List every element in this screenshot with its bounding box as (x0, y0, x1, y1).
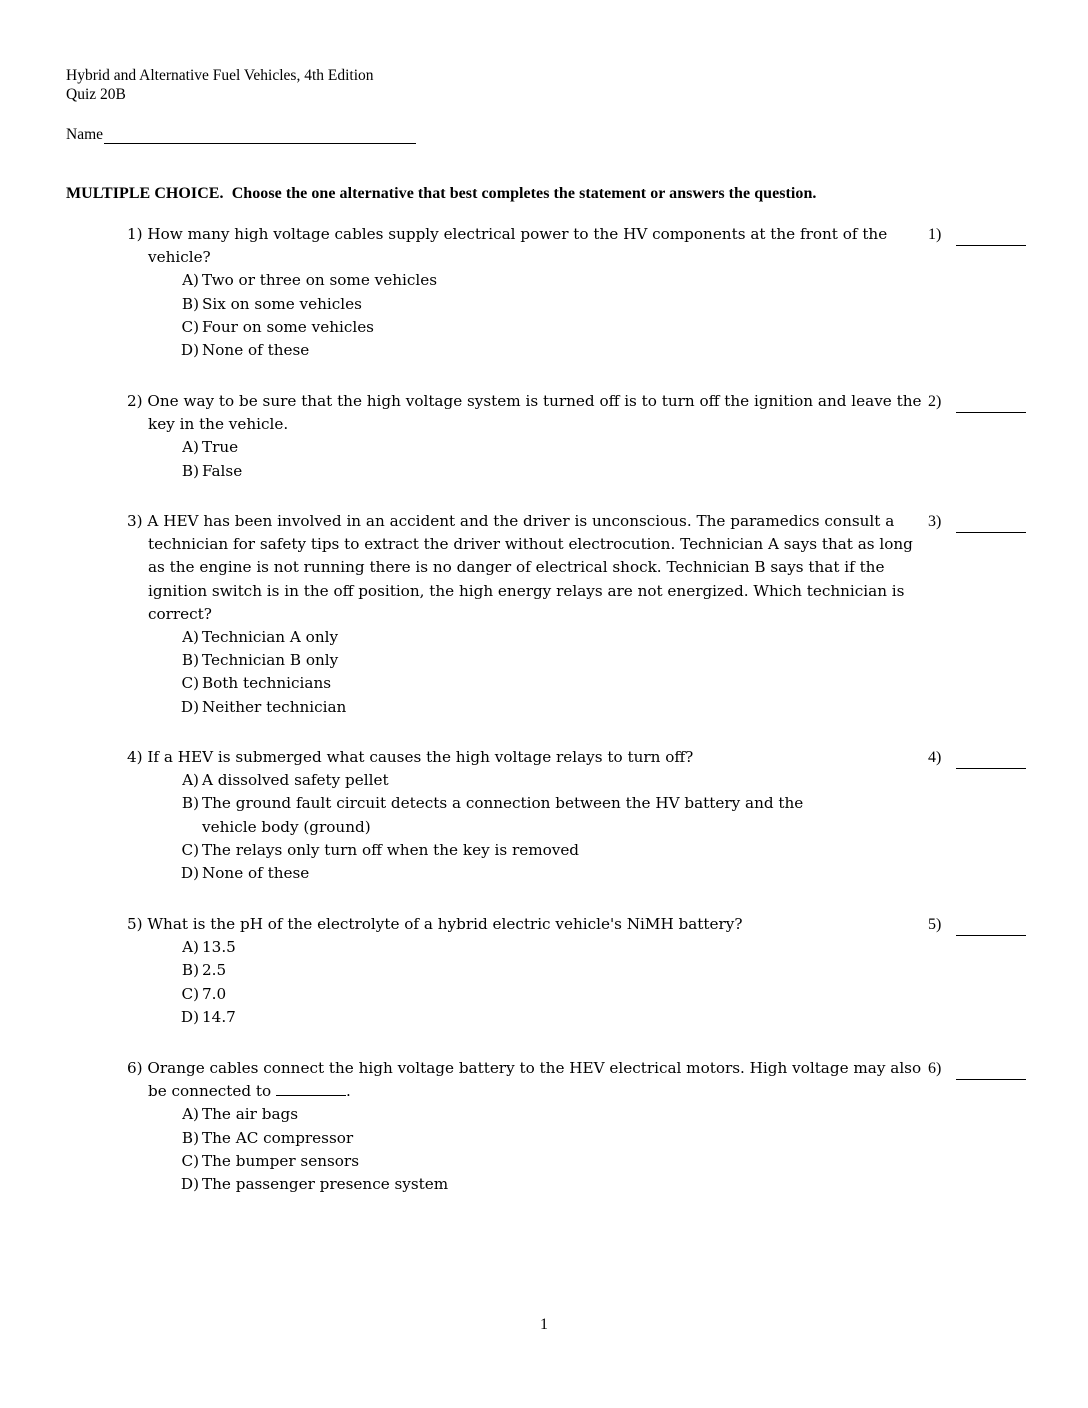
option-b[interactable] (127, 1127, 1087, 1150)
option-text: The bumper sensors (202, 1151, 359, 1170)
option-b[interactable] (127, 460, 1087, 483)
question-6 (127, 1057, 1087, 1196)
option-a[interactable] (127, 936, 1087, 959)
option-d[interactable] (127, 696, 1087, 719)
answer-number: 2) (928, 393, 942, 410)
option-letter: C) (181, 1151, 199, 1170)
question-1 (127, 223, 1087, 362)
option-letter: C) (181, 840, 199, 859)
option-letter: A) (182, 271, 199, 290)
answer-blank[interactable] (956, 754, 1026, 769)
answer-slot (928, 390, 1026, 413)
option-a[interactable] (127, 1103, 1087, 1126)
option-letter: A) (182, 438, 199, 457)
option-text: A dissolved safety pellet (202, 771, 389, 790)
option-letter: D) (180, 697, 199, 716)
option-letter: B) (181, 461, 199, 480)
answer-blank[interactable] (956, 398, 1026, 413)
option-text: 13.5 (202, 938, 236, 957)
option-text: Four on some vehicles (202, 317, 374, 336)
answer-slot (928, 1057, 1026, 1080)
option-text: True (202, 438, 239, 457)
answer-number: 1) (928, 226, 942, 243)
question-stem: Orange cables connect the high voltage battery to the HEV electrical motors. High voltage may also be connected to (147, 1059, 922, 1101)
answer-blank[interactable] (956, 921, 1026, 936)
question-stem: How many high voltage cables supply electrical power to the HV components at the front of the vehicle? (147, 225, 888, 267)
option-c[interactable] (127, 1150, 1087, 1173)
page-number: 1 (540, 1316, 548, 1333)
option-text: The AC compressor (202, 1128, 354, 1147)
option-letter: D) (180, 864, 199, 883)
question-number: 6) (127, 1059, 143, 1077)
question-text (127, 746, 933, 769)
option-c[interactable] (127, 983, 1087, 1006)
option-d[interactable] (127, 1173, 1087, 1196)
option-letter: A) (182, 938, 199, 957)
question-2 (127, 390, 1087, 483)
question-number: 4) (127, 748, 143, 766)
instructions-text: Choose the one alternative that best completes the statement or answers the question. (231, 185, 817, 202)
question-3 (127, 510, 1087, 719)
question-5 (127, 913, 1087, 1029)
option-text: The passenger presence system (202, 1175, 449, 1194)
book-title: Hybrid and Alternative Fuel Vehicles, 4th Edition (66, 67, 374, 84)
option-b[interactable] (127, 293, 1087, 316)
answer-slot (928, 913, 1026, 936)
answer-number: 3) (928, 513, 942, 530)
option-letter: B) (181, 294, 199, 313)
option-letter: B) (181, 794, 199, 813)
option-b[interactable] (127, 649, 1087, 672)
option-text: Six on some vehicles (202, 294, 362, 313)
option-text: Two or three on some vehicles (202, 271, 437, 290)
question-stem: What is the pH of the electrolyte of a hybrid electric vehicle's NiMH battery? (147, 915, 743, 933)
name-label: Name (66, 126, 104, 143)
option-letter: B) (181, 651, 199, 670)
option-a[interactable] (127, 626, 1087, 649)
option-letter: B) (181, 961, 199, 980)
option-letter: D) (180, 1007, 199, 1026)
option-text: Both technicians (202, 674, 332, 693)
answer-slot (928, 510, 1026, 533)
question-text (127, 390, 933, 436)
document-header (66, 66, 374, 104)
option-letter: C) (181, 674, 199, 693)
option-text: The ground fault circuit detects a connection between the HV battery and the vehicle body (ground) (202, 794, 804, 836)
question-number: 3) (127, 512, 143, 530)
option-text: The air bags (202, 1105, 299, 1124)
question-stem: A HEV has been involved in an accident and the driver is unconscious. The paramedics consult a technician for safety tips to extract the driver without electrocution. Technician A says that as long as the engine is not running there is no danger of electrical shock. Technician B says that if the ignition switch is in the off position, the high energy relays are not energized. Which technician is correct? (147, 512, 913, 623)
answer-blank[interactable] (956, 231, 1026, 246)
option-a[interactable] (127, 436, 1087, 459)
question-text (127, 913, 933, 936)
answer-number: 5) (928, 916, 942, 933)
question-stem-end: . (345, 1082, 351, 1101)
option-text: None of these (202, 864, 310, 883)
option-c[interactable] (127, 839, 1087, 862)
option-text: Neither technician (202, 697, 347, 716)
option-letter: D) (180, 341, 199, 360)
option-text: 2.5 (202, 961, 227, 980)
name-field[interactable] (104, 125, 416, 144)
answer-blank[interactable] (956, 1065, 1026, 1080)
answer-blank[interactable] (956, 518, 1026, 533)
question-stem: If a HEV is submerged what causes the high voltage relays to turn off? (147, 748, 694, 766)
option-text: The relays only turn off when the key is removed (202, 840, 580, 859)
option-d[interactable] (127, 339, 1087, 362)
question-text (127, 510, 933, 626)
option-text: 14.7 (202, 1007, 236, 1026)
option-text: False (202, 461, 243, 480)
option-c[interactable] (127, 316, 1087, 339)
option-b[interactable] (127, 792, 842, 838)
quiz-title: Quiz 20B (66, 86, 126, 103)
option-letter: A) (182, 1105, 199, 1124)
name-row (66, 125, 416, 144)
fill-in-blank (276, 1081, 346, 1096)
option-a[interactable] (127, 769, 1087, 792)
answer-slot (928, 746, 1026, 769)
question-number: 5) (127, 915, 143, 933)
option-d[interactable] (127, 1006, 1087, 1029)
answer-slot (928, 223, 1026, 246)
option-d[interactable] (127, 862, 1087, 885)
option-text: None of these (202, 341, 310, 360)
question-text (127, 1057, 933, 1103)
question-text (127, 223, 933, 269)
question-number: 2) (127, 392, 143, 410)
option-c[interactable] (127, 672, 1087, 695)
answer-number: 4) (928, 749, 942, 766)
option-b[interactable] (127, 959, 1087, 982)
instructions (66, 185, 816, 203)
option-a[interactable] (127, 269, 1087, 292)
option-letter: C) (181, 984, 199, 1003)
option-letter: D) (180, 1175, 199, 1194)
question-4 (127, 746, 1087, 885)
option-text: 7.0 (202, 984, 227, 1003)
instructions-lead: MULTIPLE CHOICE. (66, 185, 224, 202)
answer-number: 6) (928, 1060, 942, 1077)
option-letter: A) (182, 771, 199, 790)
question-number: 1) (127, 225, 143, 243)
option-letter: A) (182, 628, 199, 647)
option-text: Technician A only (202, 628, 339, 647)
option-letter: C) (181, 317, 199, 336)
question-stem: One way to be sure that the high voltage system is turned off is to turn off the ignition and leave the key in the vehicle. (147, 392, 922, 434)
option-text: Technician B only (202, 651, 339, 670)
option-letter: B) (181, 1128, 199, 1147)
